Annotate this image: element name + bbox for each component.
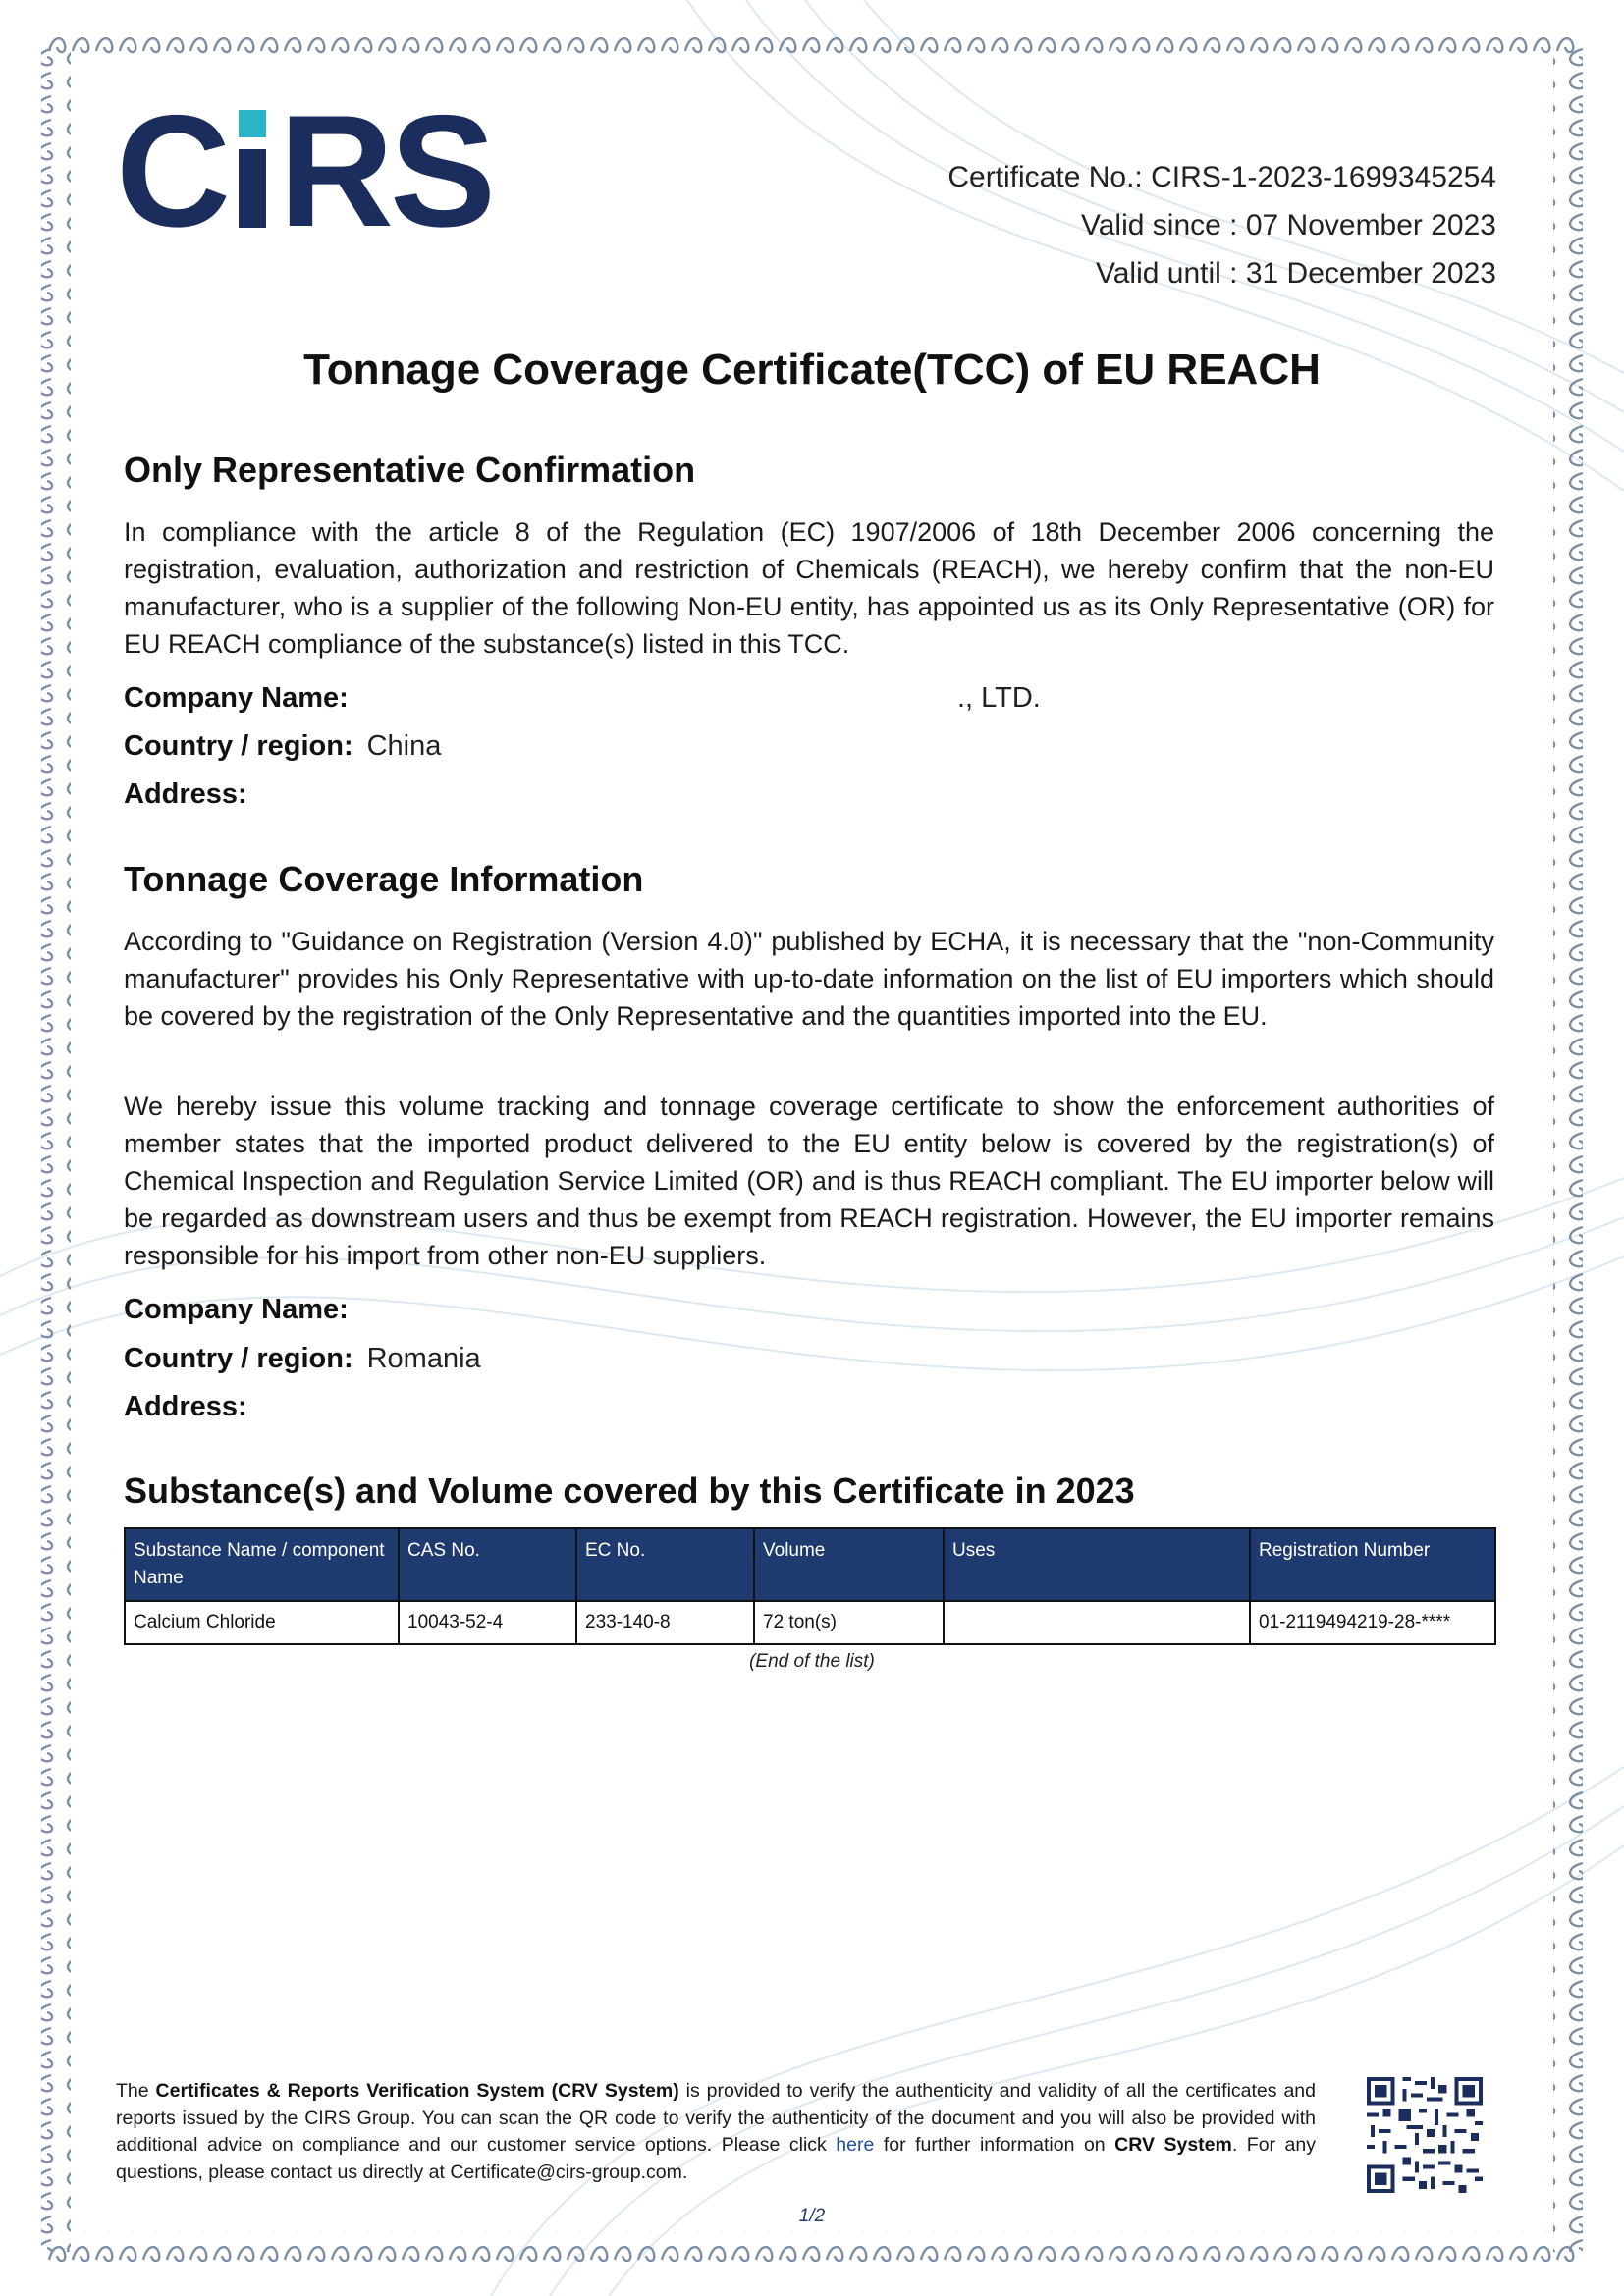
eu-address-field bbox=[124, 1391, 247, 1423]
or-country-field bbox=[124, 730, 441, 763]
certificate-number: Certificate No.: CIRS-1-2023-1699345254 bbox=[947, 161, 1496, 193]
or-section-text: In compliance with the article 8 of the Regulation (EC) 1907/2006 of 18th December 2006 concerning the registration, evaluation, authorization and restriction of Chemicals (REACH), we hereby confirm that the non-EU manufacturer, who is a supplier of the following Non-EU entity, has appointed us as its Only Representative (OR) for EU REACH compliance of the substance(s) listed in this TCC. bbox=[124, 517, 1494, 659]
footer-text-part: The bbox=[116, 2080, 156, 2102]
substances-heading: Substance(s) and Volume covered by this Certificate in 2023 bbox=[124, 1470, 1135, 1511]
tonnage-text-1: According to "Guidance on Registration (Version 4.0)" published by ECHA, it is necessary that the "non-Community manufacturer" provides his Only Representative with up-to-date information on the list of EU importers which should be covered by the registration of the Only Representative and the quantities imported into the EU. bbox=[124, 927, 1494, 1031]
table-cell: Calcium Chloride bbox=[125, 1601, 399, 1644]
eu-company-label: Company Name: bbox=[124, 1294, 349, 1325]
eu-country-label: Country / region: bbox=[124, 1343, 353, 1374]
eu-address-label: Address: bbox=[124, 1391, 247, 1422]
column-header: Registration Number bbox=[1250, 1528, 1495, 1601]
svg-text:RS: RS bbox=[279, 106, 493, 234]
table-cell: 10043-52-4 bbox=[399, 1601, 576, 1644]
qr-code-icon[interactable] bbox=[1367, 2077, 1483, 2193]
footer-text-part: is provided to verify the authenticity and validity of all the certificates and reports issued by the CIRS Group. You can scan the QR code to verify the authenticity of the document and you will also be provided with additional advice on compliance and our customer service options. Please click bbox=[116, 2080, 1316, 2156]
table-cell: 233-140-8 bbox=[576, 1601, 754, 1644]
eu-company-field bbox=[124, 1294, 349, 1326]
eu-country-value: Romania bbox=[366, 1343, 481, 1374]
table-row bbox=[125, 1601, 1495, 1644]
crv-system-short: CRV System bbox=[1114, 2134, 1232, 2156]
table-cell: 72 ton(s) bbox=[754, 1601, 944, 1644]
here-link[interactable]: here bbox=[836, 2134, 875, 2156]
or-country-label: Country / region: bbox=[124, 730, 353, 762]
svg-text:C: C bbox=[116, 106, 227, 234]
column-header: Volume bbox=[754, 1528, 944, 1601]
table-cell: 01-2119494219-28-**** bbox=[1250, 1601, 1495, 1644]
column-header: CAS No. bbox=[399, 1528, 576, 1601]
eu-country-field bbox=[124, 1343, 481, 1375]
column-header: EC No. bbox=[576, 1528, 754, 1601]
crv-system-name: Certificates & Reports Verification System (CRV System) bbox=[155, 2080, 679, 2102]
or-company-field bbox=[124, 682, 349, 715]
or-company-label: Company Name: bbox=[124, 682, 349, 714]
substances-table bbox=[124, 1527, 1496, 1645]
cirs-logo bbox=[116, 106, 509, 234]
end-of-list-note: (End of the list) bbox=[749, 1651, 875, 1672]
tonnage-section-heading: Tonnage Coverage Information bbox=[124, 859, 644, 899]
valid-since: Valid since : 07 November 2023 bbox=[1080, 209, 1496, 241]
or-country-value: China bbox=[366, 730, 442, 762]
column-header: Substance Name / component Name bbox=[125, 1528, 399, 1601]
table-cell bbox=[944, 1601, 1250, 1644]
or-address-label: Address: bbox=[124, 778, 247, 810]
certificate-meta bbox=[947, 153, 1496, 297]
column-header: Uses bbox=[944, 1528, 1250, 1601]
valid-until: Valid until : 31 December 2023 bbox=[1095, 257, 1496, 290]
or-address-field bbox=[124, 778, 247, 811]
or-section-heading: Only Representative Confirmation bbox=[124, 450, 696, 490]
crv-footer-text bbox=[116, 2078, 1316, 2186]
or-company-value: ., LTD. bbox=[957, 682, 1041, 714]
footer-text-part: for further information on bbox=[874, 2134, 1115, 2156]
footer-text-part: . For any questions, please contact us directly at Certificate@cirs-group.com. bbox=[116, 2134, 1316, 2183]
page-number: 1/2 bbox=[798, 2206, 826, 2226]
document-title: Tonnage Coverage Certificate(TCC) of EU REACH bbox=[303, 346, 1321, 394]
tonnage-text-2: We hereby issue this volume tracking and tonnage coverage certificate to show the enforcement authorities of member states that the imported product delivered to the EU entity below is covered by the registration(s) of Chemical Inspection and Regulation Service Limited (OR) and is thus REACH compliant. The EU importer below will be regarded as downstream users and thus be exempt from REACH registration. However, the EU importer remains responsible for his import from other non-EU suppliers. bbox=[124, 1092, 1494, 1270]
table-header-row bbox=[125, 1528, 1495, 1601]
